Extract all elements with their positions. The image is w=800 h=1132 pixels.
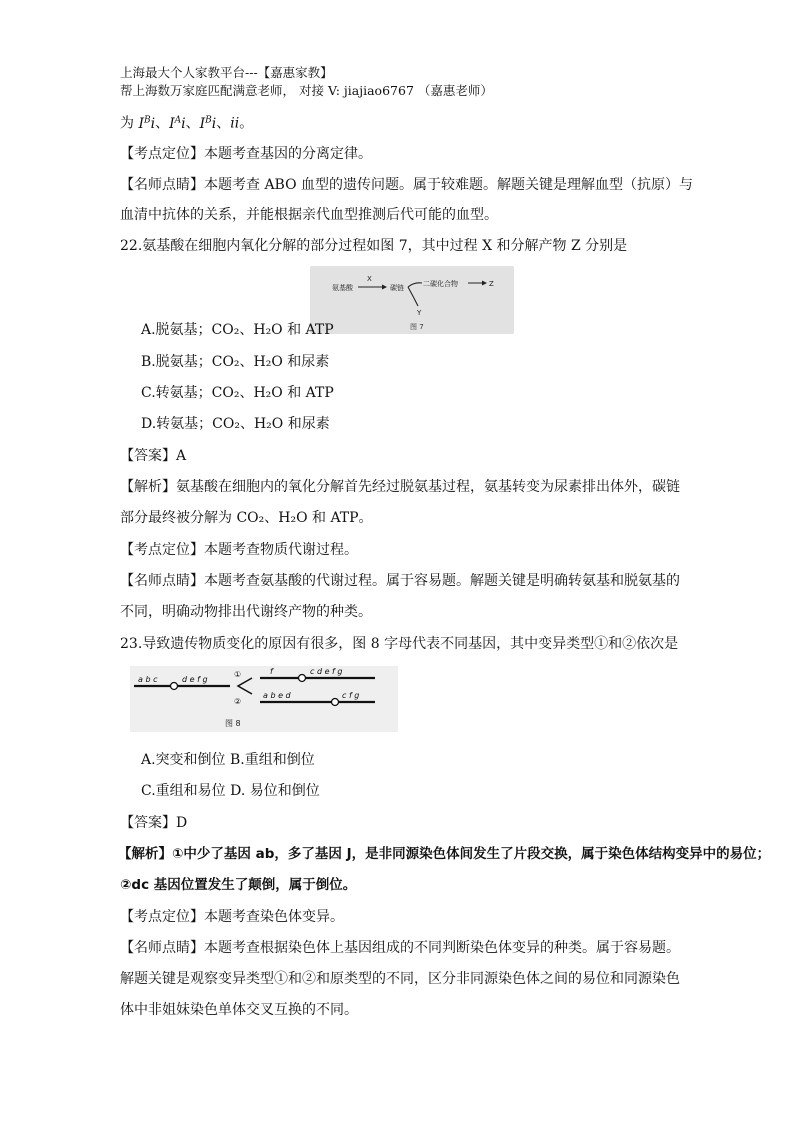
fig8-v2-right-genes: c f g: [342, 691, 360, 700]
q23-comment-line2: 解题关键是观察变异类型①和②和原类型的不同，区分非同源染色体之间的易位和同源染色: [120, 971, 680, 987]
q21-point: 【考点定位】本题考查基因的分离定律。: [120, 146, 372, 162]
q22-stem: 22.氨基酸在细胞内氧化分解的部分过程如图 7，其中过程 X 和分解产物 Z 分别是: [120, 238, 628, 254]
q22-point: 【考点定位】本题考查物质代谢过程。: [120, 542, 358, 558]
q21-comment-line2: 血清中抗体的关系，并能根据亲代血型推测后代可能的血型。: [120, 207, 498, 223]
q23-comment-line3: 体中非姐妹染色单体交叉互换的不同。: [120, 1002, 358, 1018]
fig8-mark-2: ②: [234, 697, 242, 706]
fig8-v1-right-genes: c d e f g: [310, 667, 343, 676]
q22-comment-line2: 不同，明确动物排出代谢终产物的种类。: [120, 604, 372, 620]
fig7-label-y: Y: [417, 309, 422, 317]
q22-analysis-line2: 部分最终被分解为 CO₂、H₂O 和 ATP。: [120, 510, 373, 526]
figure-7: [310, 266, 514, 334]
q23-analysis-line1: 【解析】①中少了基因 ab，多了基因 J，是非同源染色体间发生了片段交换，属于染色体结构变异中的易位；: [118, 846, 771, 862]
fig7-node-dicarbon: 二碳化合物: [423, 280, 458, 288]
q23-options-row1: A.突变和倒位 B.重组和倒位: [141, 752, 315, 768]
site-header-line2: 帮上海数万家庭匹配满意老师， 对接 V: jiajiao6767 （嘉惠老师）: [120, 83, 493, 98]
q22-comment-line1: 【名师点睛】本题考查氨基酸的代谢过程。属于容易题。解题关键是明确转氨基和脱氨基的: [120, 573, 680, 589]
q22-option-d: D.转氨基；CO₂、H₂O 和尿素: [141, 416, 330, 432]
q23-comment-line1: 【名师点睛】本题考查根据染色体上基因组成的不同判断染色体变异的种类。属于容易题。: [120, 940, 680, 956]
q23-options-row2: C.重组和易位 D. 易位和倒位: [141, 783, 320, 799]
q21-comment-line1: 【名师点睛】本题考查 ABO 血型的遗传问题。属于较难题。解题关键是理解血型（抗原）与: [120, 177, 694, 193]
fig7-caption: 图 7: [410, 323, 424, 331]
fig7-node-carbon-chain: 碳链: [390, 284, 404, 292]
fig8-v1-left-genes: f: [270, 667, 273, 676]
fig8-orig-left-genes: a b c: [138, 675, 158, 684]
fig8-orig-right-genes: d e f g: [182, 675, 208, 684]
fig8-caption: 图 8: [225, 719, 241, 728]
fig7-label-z: Z: [489, 280, 494, 288]
genotype-prefix: 为: [120, 115, 139, 132]
fig7-label-x: X: [367, 275, 372, 283]
q22-analysis-line1: 【解析】氨基酸在细胞内的氧化分解首先经过脱氨基过程，氨基转变为尿素排出体外，碳链: [120, 479, 680, 495]
q21-genotype-line: 为 $I^Bi$、$I^Ai$、$I^Bi$、ii。: [120, 115, 254, 132]
fig7-node-amino-acid: 氨基酸: [332, 284, 353, 292]
figure-8: [130, 666, 398, 732]
q22-option-b: B.脱氨基；CO₂、H₂O 和尿素: [141, 354, 330, 370]
q23-point: 【考点定位】本题考查染色体变异。: [120, 909, 344, 925]
q22-answer: 【答案】A: [120, 448, 187, 464]
q23-stem: 23.导致遗传物质变化的原因有很多，图 8 字母代表不同基因，其中变异类型①和②依次是: [120, 636, 679, 652]
fig8-mark-1: ①: [234, 670, 242, 679]
fig8-v2-left-genes: a b e d: [263, 691, 291, 700]
q22-option-a: A.脱氨基；CO₂、H₂O 和 ATP: [141, 322, 334, 338]
q23-analysis-line2: ②dc 基因位置发生了颠倒，属于倒位。: [120, 877, 357, 893]
q23-answer: 【答案】D: [120, 815, 188, 831]
q22-option-c: C.转氨基；CO₂、H₂O 和 ATP: [141, 385, 334, 401]
site-header-line1: 上海最大个人家教平台---【嘉惠家教】: [120, 65, 333, 80]
